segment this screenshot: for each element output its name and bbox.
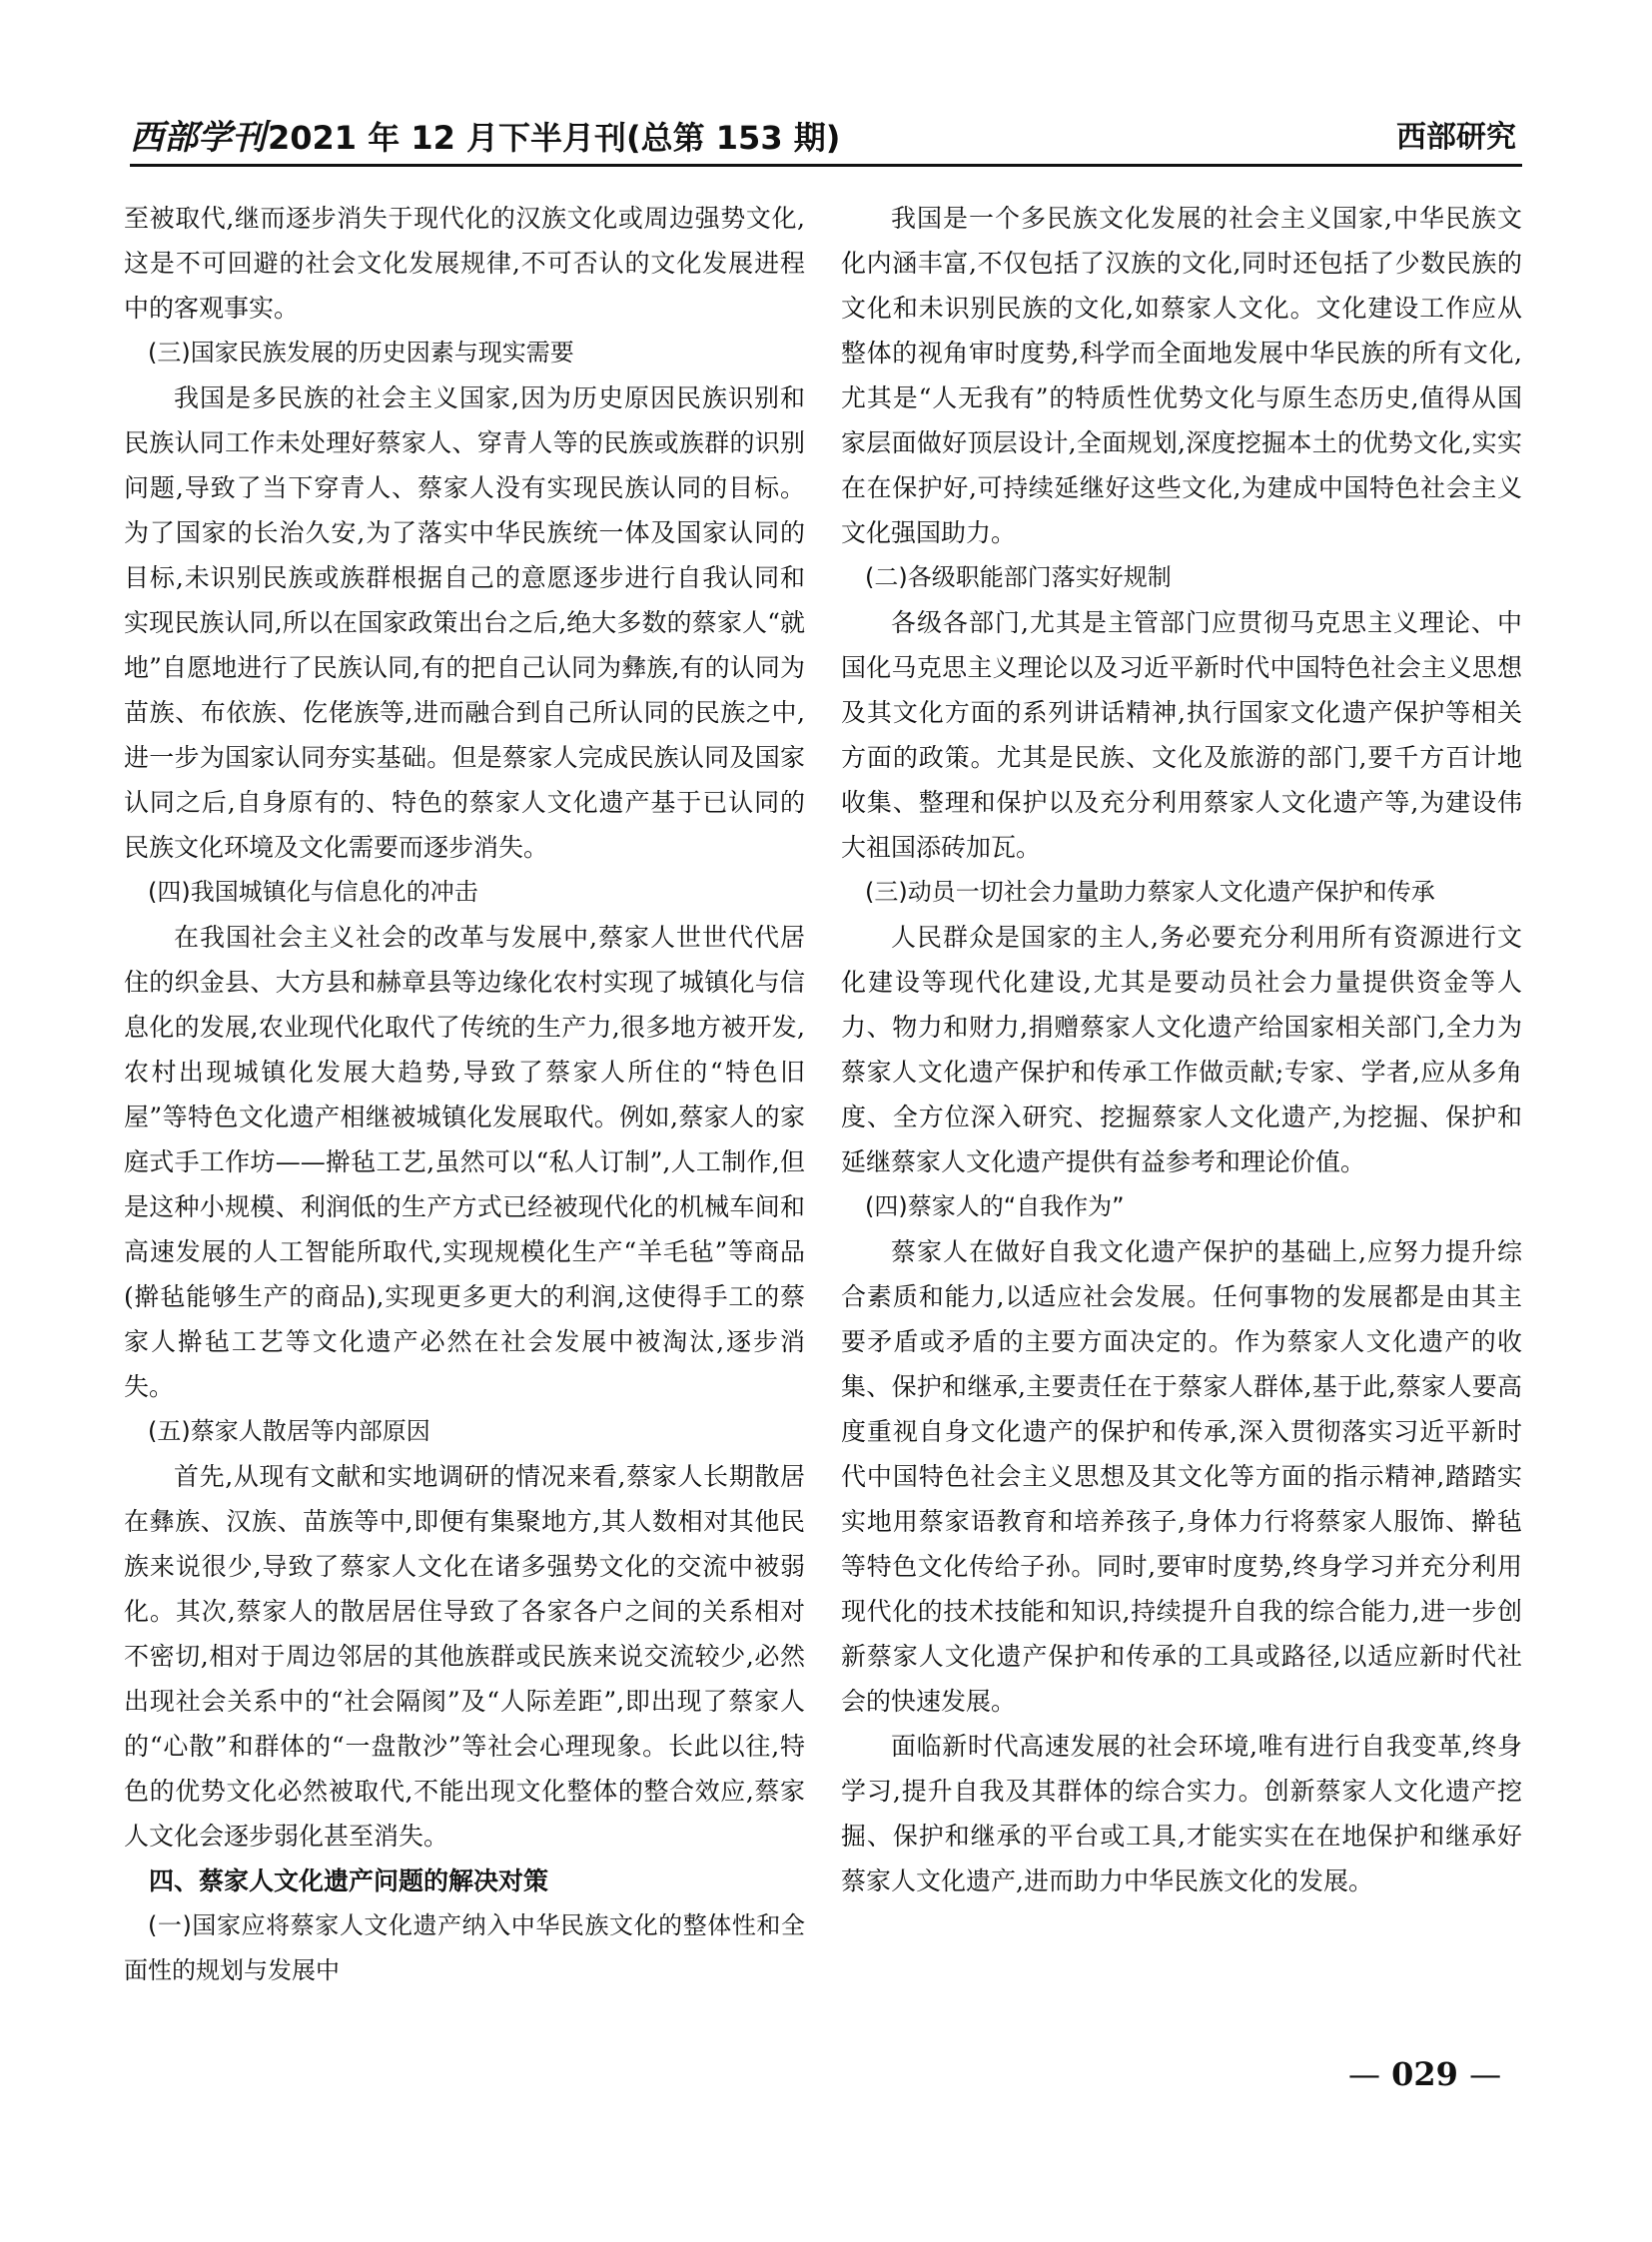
page-number xyxy=(1348,2055,1501,2093)
section-label: 西部研究 xyxy=(1396,120,1516,155)
journal-logo: 西部学刊 xyxy=(130,118,266,158)
left-column xyxy=(124,196,805,1993)
section-heading: (四)蔡家人的“自我作为” xyxy=(865,1192,1125,1220)
paragraph: 我国是多民族的社会主义国家,因为历史原因民族识别和民族认同工作未处理好蔡家人、穿青人等的民族或族群的识别问题,导致了当下穿青人、蔡家人没有实现民族认同的目标。为了国家的长治久安,为了落实中华民族统一体及国家认同的目标,未识别民族或族群根据自己的意愿逐步进行自我认同和实现民族认同,所以在国家政策出台之后,绝大多数的蔡家人“就地”自愿地进行了民族认同,有的把自己认同为彝族,有的认同为苗族、布依族、仡佬族等,进而融合到自己所认同的民族之中,进一步为国家认同夯实基础。但是蔡家人完成民族认同及国家认同之后,自身原有的、特色的蔡家人文化遗产基于已认同的民族文化环境及文化需要而逐步消失。 xyxy=(124,383,805,862)
paragraph: 我国是一个多民族文化发展的社会主义国家,中华民族文化内涵丰富,不仅包括了汉族的文化,同时还包括了少数民族的文化和未识别民族的文化,如蔡家人文化。文化建设工作应从整体的视角审时度势,科学而全面地发展中华民族的所有文化,尤其是“人无我有”的特质性优势文化与原生态历史,值得从国家层面做好顶层设计,全面规划,深度挖掘本土的优势文化,实实在在保护好,可持续延继好这些文化,为建成中国特色社会主义文化强国助力。 xyxy=(841,204,1522,547)
section-heading: (二)各级职能部门落实好规制 xyxy=(865,563,1172,591)
paragraph: 面临新时代高速发展的社会环境,唯有进行自我变革,终身学习,提升自我及其群体的综合实力。创新蔡家人文化遗产挖掘、保护和继承的平台或工具,才能实实在在地保护和继承好蔡家人文化遗产,进而助力中华民族文化的发展。 xyxy=(841,1732,1522,1895)
section-heading: (三)国家民族发展的历史因素与现实需要 xyxy=(148,339,574,367)
paragraph: 首先,从现有文献和实地调研的情况来看,蔡家人长期散居在彝族、汉族、苗族等中,即便有集聚地方,其人数相对其他民族来说很少,导致了蔡家人文化在诸多强势文化的交流中被弱化。其次,蔡家人的散居居住导致了各家各户之间的关系相对不密切,相对于周边邻居的其他族群或民族来说交流较少,必然出现社会关系中的“社会隔阂”及“人际差距”,即出现了蔡家人的“心散”和群体的“一盘散沙”等社会心理现象。长此以往,特色的优势文化必然被取代,不能出现文化整体的整合效应,蔡家人文化会逐步弱化甚至消失。 xyxy=(124,1462,805,1851)
section-heading: (四)我国城镇化与信息化的冲击 xyxy=(148,878,478,906)
paragraph: 在我国社会主义社会的改革与发展中,蔡家人世世代代居住的织金县、大方县和赫章县等边缘化农村实现了城镇化与信息化的发展,农业现代化取代了传统的生产力,很多地方被开发,农村出现城镇化发展大趋势,导致了蔡家人所住的“特色旧屋”等特色文化遗产相继被城镇化发展取代。例如,蔡家人的家庭式手工作坊——擀毡工艺,虽然可以“私人订制”,人工制作,但是这种小规模、利润低的生产方式已经被现代化的机械车间和高速发展的人工智能所取代,实现规模化生产“羊毛毡”等商品(擀毡能够生产的商品),实现更多更大的利润,这使得手工的蔡家人擀毡工艺等文化遗产必然在社会发展中被淘汰,逐步消失。 xyxy=(124,923,805,1401)
section-heading: (五)蔡家人散居等内部原因 xyxy=(148,1417,430,1445)
page-number-dash-left: — xyxy=(1348,2055,1380,2093)
paragraph: 各级各部门,尤其是主管部门应贯彻马克思主义理论、中国化马克思主义理论以及习近平新时代中国特色社会主义思想及其文化方面的系列讲话精神,执行国家文化遗产保护等相关方面的政策。尤其是民族、文化及旅游的部门,要千方百计地收集、整理和保护以及充分利用蔡家人文化遗产等,为建设伟大祖国添砖加瓦。 xyxy=(841,608,1522,862)
journal-title xyxy=(130,110,840,159)
section-heading: (一)国家应将蔡家人文化遗产纳入中华民族文化的整体性和全面性的规划与发展中 xyxy=(124,1911,805,1984)
page-header xyxy=(130,100,1522,167)
issue-info: 2021 年 12 月下半月刊(总第 153 期) xyxy=(268,119,841,157)
paragraph: 蔡家人在做好自我文化遗产保护的基础上,应努力提升综合素质和能力,以适应社会发展。任何事物的发展都是由其主要矛盾或矛盾的主要方面决定的。作为蔡家人文化遗产的收集、保护和继承,主要责任在于蔡家人群体,基于此,蔡家人要高度重视自身文化遗产的保护和传承,深入贯彻落实习近平新时代中国特色社会主义思想及其文化等方面的指示精神,踏踏实实地用蔡家语教育和培养孩子,身体力行将蔡家人服饰、擀毡等特色文化传给子孙。同时,要审时度势,终身学习并充分利用现代化的技术技能和知识,持续提升自我的综合能力,进一步创新蔡家人文化遗产保护和传承的工具或路径,以适应新时代社会的快速发展。 xyxy=(841,1237,1522,1716)
page-number-dash-right: — xyxy=(1469,2055,1502,2093)
right-column xyxy=(841,196,1522,1903)
paragraph: 人民群众是国家的主人,务必要充分利用所有资源进行文化建设等现代化建设,尤其是要动员社会力量提供资金等人力、物力和财力,捐赠蔡家人文化遗产给国家相关部门,全力为蔡家人文化遗产保护和传承工作做贡献;专家、学者,应从多角度、全方位深入研究、挖掘蔡家人文化遗产,为挖掘、保护和延继蔡家人文化遗产提供有益参考和理论价值。 xyxy=(841,923,1522,1176)
paragraph: 至被取代,继而逐步消失于现代化的汉族文化或周边强势文化,这是不可回避的社会文化发展规律,不可否认的文化发展进程中的客观事实。 xyxy=(124,204,805,323)
page-number-value: 029 xyxy=(1391,2055,1458,2093)
chapter-heading: 四、蔡家人文化遗产问题的解决对策 xyxy=(149,1867,549,1895)
section-heading: (三)动员一切社会力量助力蔡家人文化遗产保护和传承 xyxy=(865,878,1435,906)
